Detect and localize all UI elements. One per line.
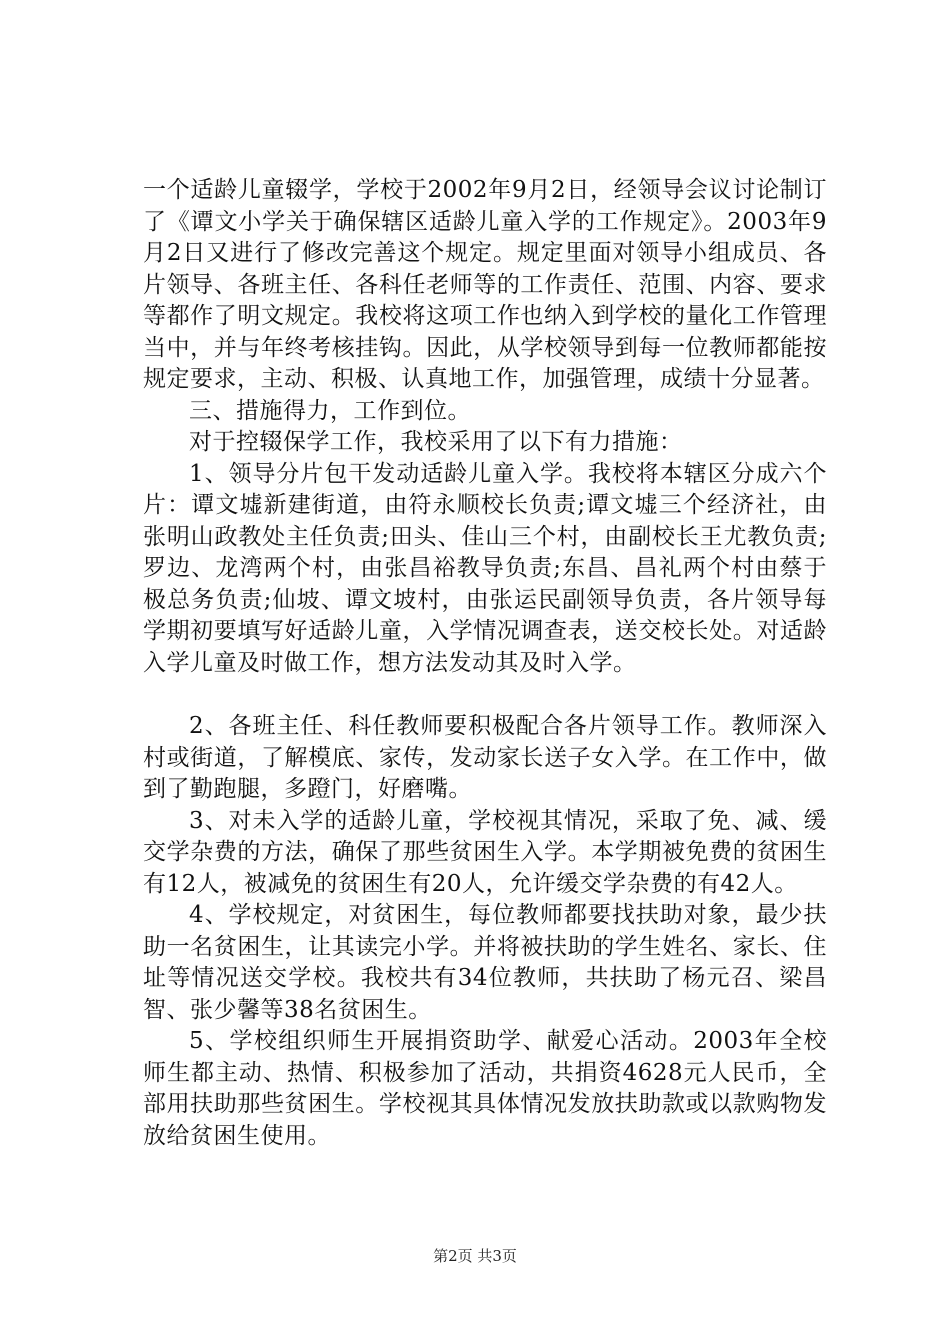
section-heading: 三、措施得力，工作到位。 bbox=[189, 397, 471, 424]
paragraph-intro: 一个适龄儿童辍学，学校于2002年9月2日，经领导会议讨论制订了《谭文小学关于确保辖区适龄儿童入学的工作规定》。2003年9月2日又进行了修改完善这个规定。规定里面对领导小组成员、各片领导、各班主任、各科任老师等的工作责任、范围、内容、要求等都作了明文规定。我校将这项工作也纳入到学校的量化工作管理当中，并与年终考核挂钩。因此，从学校领导到每一位教师都能按规定要求，主动、积极、认真地工作，加强管理，成绩十分显著。 bbox=[143, 177, 827, 392]
document-body bbox=[143, 175, 827, 1152]
paragraph-measure-5: 5、学校组织师生开展捐资助学、献爱心活动。2003年全校师生都主动、热情、积极参加了活动，共捐资4628元人民币，全部用扶助那些贫困生。学校视其具体情况发放扶助款或以款购物发放给贫困生使用。 bbox=[143, 1028, 827, 1149]
paragraph-measure-4: 4、学校规定，对贫困生，每位教师都要找扶助对象，最少扶助一名贫困生，让其读完小学。并将被扶助的学生姓名、家长、住址等情况送交学校。我校共有34位教师，共扶助了杨元召、梁昌智、张少馨等38名贫困生。 bbox=[143, 902, 827, 1023]
paragraph-measure-1: 1、领导分片包干发动适龄儿童入学。我校将本辖区分成六个片：谭文墟新建街道，由符永顺校长负责;谭文墟三个经济社，由张明山政教处主任负责;田头、佳山三个村，由副校长王尤教负责;罗边、龙湾两个村，由张昌裕教导负责;东昌、昌礼两个村由蔡于极总务负责;仙坡、谭文坡村，由张运民副领导负责，各片领导每学期初要填写好适龄儿童，入学情况调查表，送交校长处。对适龄入学儿童及时做工作，想方法发动其及时入学。 bbox=[143, 460, 827, 676]
page-number-footer: 第2页 共3页 bbox=[433, 1247, 517, 1265]
paragraph-measure-3: 3、对未入学的适龄儿童，学校视其情况，采取了免、减、缓交学杂费的方法，确保了那些贫困生入学。本学期被免费的贫困生有12人，被减免的贫困生有20人，允许缓交学杂费的有42人。 bbox=[143, 807, 827, 897]
paragraph-measure-2: 2、各班主任、科任教师要积极配合各片领导工作。教师深入村或街道，了解模底、家传，发动家长送子女入学。在工作中，做到了勤跑腿，多蹬门，好磨嘴。 bbox=[143, 713, 827, 802]
paragraph-measures-intro: 对于控辍保学工作，我校采用了以下有力措施： bbox=[189, 429, 683, 455]
